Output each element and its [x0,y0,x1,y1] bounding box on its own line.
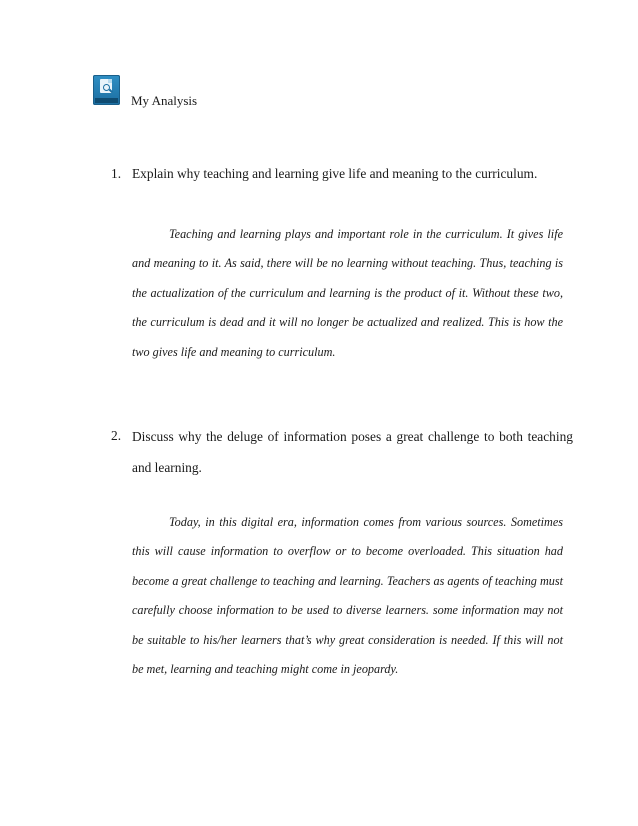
answer-text: Today, in this digital era, information comes from various sources. Sometimes this will cause information to overflow or to become overloaded. This situation had become a great challenge to teaching and learning. Teachers as agents of teaching must carefully choose information to be used to diverse learners. some information may not be suitable to his/her learners that’s why great consideration is needed. If this will not be met, learning and teaching might come in jeopardy. [132,515,563,677]
question-text: Explain why teaching and learning give life and meaning to the curriculum. [132,166,538,181]
answer-1 [132,220,563,367]
question-number: 2. [111,428,122,443]
answer-2 [132,508,563,684]
page-title: My Analysis [131,93,198,108]
question-number: 1. [111,166,122,181]
answer-text: Teaching and learning plays and important role in the curriculum. It gives life and meaning to it. As said, there will be no learning without teaching. Thus, teaching is the actualization of the curriculum and learning is the product of it. Without these two, the curriculum is dead and it will no longer be actualized and realized. This is how the two gives life and meaning to curriculum. [132,227,563,359]
question-text: Discuss why the deluge of information poses a great challenge to both teaching and learning. [132,429,573,475]
document-search-icon [93,75,120,105]
